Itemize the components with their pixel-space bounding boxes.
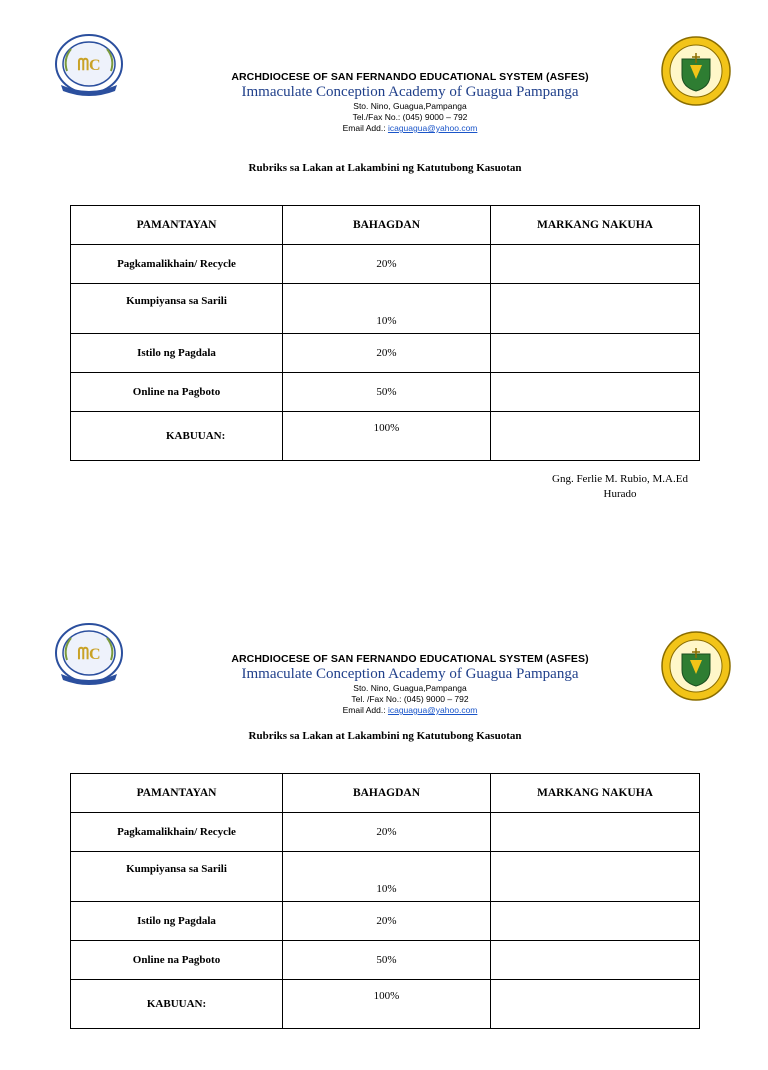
criterion-cell: Kumpiyansa sa Sarili [71, 284, 283, 334]
svg-text:ᗰC: ᗰC [77, 57, 101, 74]
table-row [71, 902, 700, 941]
school-telephone: Tel./Fax No.: (045) 9000 – 792 [352, 112, 468, 122]
percent-cell: 10% [283, 284, 491, 334]
column-header-bahagdan: BAHAGDAN [283, 774, 491, 813]
table-row [71, 245, 700, 284]
school-name: Immaculate Conception Academy of Guagua Pampanga [241, 84, 579, 100]
criterion-cell: Istilo ng Pagdala [71, 902, 283, 941]
school-email-line [150, 123, 670, 134]
criterion-cell: Online na Pagboto [71, 373, 283, 412]
percent-cell: 20% [283, 334, 491, 373]
column-header-pamantayan: PAMANTAYAN [71, 206, 283, 245]
criterion-cell: Istilo ng Pagdala [71, 334, 283, 373]
criterion-cell: Online na Pagboto [71, 941, 283, 980]
column-header-pamantayan: PAMANTAYAN [71, 774, 283, 813]
percent-cell: 20% [283, 902, 491, 941]
score-cell[interactable] [491, 941, 700, 980]
column-header-markang-nakuha: MARKANG NAKUHA [491, 206, 700, 245]
percent-cell: 20% [283, 245, 491, 284]
signature-block [520, 472, 720, 502]
table-row [71, 852, 700, 902]
school-logo-icon [53, 622, 125, 688]
score-cell[interactable] [491, 373, 700, 412]
rubric-sheet-1 [0, 0, 768, 500]
table-row [71, 813, 700, 852]
criterion-cell: Pagkamalikhain/ Recycle [71, 813, 283, 852]
table-header-row [71, 206, 700, 245]
rubric-table [70, 773, 700, 1029]
percent-cell: 20% [283, 813, 491, 852]
school-telephone: Tel. /Fax No.: (045) 9000 – 792 [351, 694, 469, 704]
percent-cell: 50% [283, 941, 491, 980]
score-cell[interactable] [491, 852, 700, 902]
school-header [150, 71, 670, 134]
school-email-line [150, 705, 670, 716]
rubric-title: Rubriks sa Lakan at Lakambini ng Katutubong Kasuotan [248, 730, 522, 742]
school-name: Immaculate Conception Academy of Guagua Pampanga [241, 666, 579, 682]
criterion-cell: Pagkamalikhain/ Recycle [71, 245, 283, 284]
svg-text:ᗰC: ᗰC [77, 646, 101, 663]
judge-name: Gng. Ferlie M. Rubio, M.A.Ed [552, 473, 688, 485]
school-address: Sto. Nino, Guagua,Pampanga [353, 101, 467, 111]
table-row [71, 373, 700, 412]
score-cell[interactable] [491, 902, 700, 941]
org-name: ARCHDIOCESE OF SAN FERNANDO EDUCATIONAL SYSTEM (ASFES) [231, 71, 589, 83]
judge-role: Hurado [603, 488, 637, 500]
column-header-bahagdan: BAHAGDAN [283, 206, 491, 245]
score-cell[interactable] [491, 813, 700, 852]
total-score-cell[interactable] [491, 412, 700, 461]
score-cell[interactable] [491, 284, 700, 334]
total-label: KABUUAN: [71, 980, 283, 1029]
email-label: Email Add.: [342, 705, 388, 715]
total-row [71, 412, 700, 461]
asfes-logo-icon [660, 35, 732, 107]
email-link[interactable]: icaguagua@yahoo.com [387, 123, 478, 133]
school-header [150, 653, 670, 716]
rubric-table [70, 205, 700, 461]
total-percent: 100% [283, 980, 491, 1029]
org-name: ARCHDIOCESE OF SAN FERNANDO EDUCATIONAL SYSTEM (ASFES) [231, 653, 589, 665]
school-logo-icon [53, 33, 125, 99]
score-cell[interactable] [491, 334, 700, 373]
score-cell[interactable] [491, 245, 700, 284]
total-score-cell[interactable] [491, 980, 700, 1029]
table-row [71, 334, 700, 373]
total-row [71, 980, 700, 1029]
column-header-markang-nakuha: MARKANG NAKUHA [491, 774, 700, 813]
percent-cell: 10% [283, 852, 491, 902]
table-row [71, 941, 700, 980]
school-address: Sto. Nino, Guagua,Pampanga [353, 683, 467, 693]
criterion-cell: Kumpiyansa sa Sarili [71, 852, 283, 902]
email-label: Email Add.: [342, 123, 388, 133]
email-link[interactable]: icaguagua@yahoo.com [387, 705, 478, 715]
percent-cell: 50% [283, 373, 491, 412]
total-percent: 100% [283, 412, 491, 461]
rubric-title: Rubriks sa Lakan at Lakambini ng Katutubong Kasuotan [248, 162, 522, 174]
asfes-logo-icon [660, 630, 732, 702]
rubric-sheet-2 [0, 570, 768, 1070]
total-label: KABUUAN: [71, 412, 283, 461]
table-header-row [71, 774, 700, 813]
table-row [71, 284, 700, 334]
